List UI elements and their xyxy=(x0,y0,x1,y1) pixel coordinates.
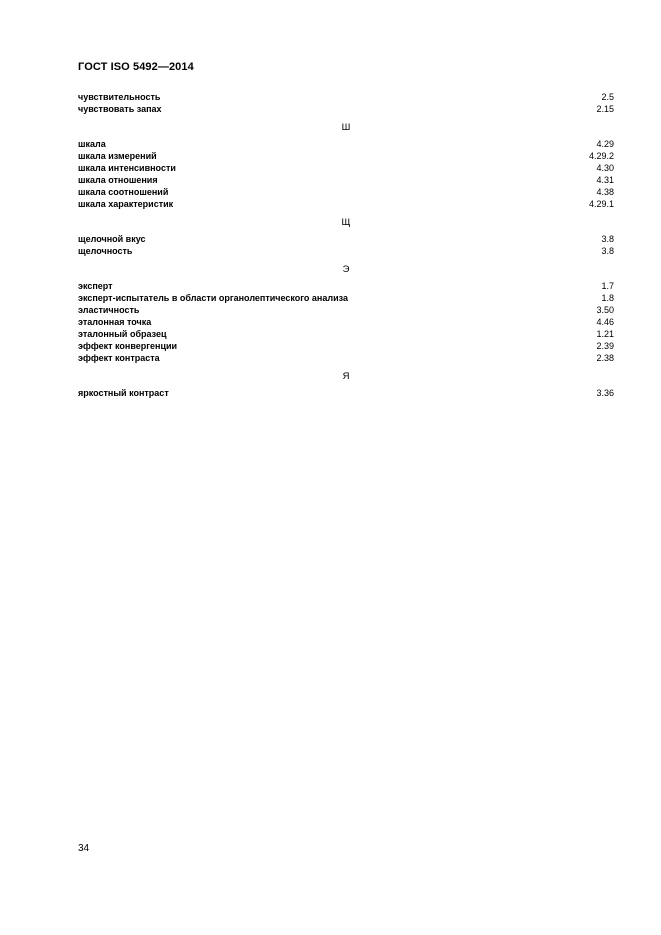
index-section-shcha xyxy=(78,217,614,257)
index-ref: 3.50 xyxy=(596,305,614,315)
index-section-e xyxy=(78,264,614,364)
index-ref: 2.38 xyxy=(596,353,614,363)
index-ref: 3.8 xyxy=(601,246,614,256)
index-entry xyxy=(78,162,614,174)
index-term: шкала интенсивности xyxy=(78,163,176,173)
index-term: эталонный образец xyxy=(78,329,167,339)
index-term: щелочной вкус xyxy=(78,234,146,244)
index-ref: 2.5 xyxy=(601,92,614,102)
index-term: яркостный контраст xyxy=(78,388,169,398)
index-entry xyxy=(78,103,614,115)
index-term: шкала измерений xyxy=(78,151,157,161)
index-entry xyxy=(78,245,614,257)
index-term: чувствовать запах xyxy=(78,104,162,114)
alphabetical-index xyxy=(78,91,614,399)
index-entry xyxy=(78,138,614,150)
index-ref: 4.38 xyxy=(596,187,614,197)
index-term: эффект конвергенции xyxy=(78,341,178,351)
index-entry xyxy=(78,198,614,210)
index-entry xyxy=(78,186,614,198)
index-term: эффект контраста xyxy=(78,353,160,363)
page-number: 34 xyxy=(78,843,90,854)
index-ref: 4.30 xyxy=(596,163,614,173)
index-term: эксперт-испытатель в области органолептического анализа xyxy=(78,293,348,303)
index-term: эталонная точка xyxy=(78,317,152,327)
index-term: шкала соотношений xyxy=(78,187,169,197)
index-term: чувствительность xyxy=(78,92,161,102)
index-ref: 4.31 xyxy=(596,175,614,185)
index-term: эксперт xyxy=(78,281,113,291)
index-ref: 3.8 xyxy=(601,234,614,244)
index-entry xyxy=(78,304,614,316)
index-entry xyxy=(78,340,614,352)
index-entry xyxy=(78,316,614,328)
index-ref: 4.29 xyxy=(596,139,614,149)
index-term: эластичность xyxy=(78,305,140,315)
index-term: шкала отношения xyxy=(78,175,158,185)
index-ref: 4.29.1 xyxy=(588,199,614,209)
index-entry xyxy=(78,91,614,103)
index-entry xyxy=(78,280,614,292)
index-section-continued xyxy=(78,91,614,115)
index-ref: 2.15 xyxy=(596,104,614,114)
index-ref: 1.8 xyxy=(601,293,614,303)
section-letter: Я xyxy=(342,371,350,382)
index-section-sha xyxy=(78,122,614,210)
index-entry xyxy=(78,174,614,186)
index-ref: 4.29.2 xyxy=(588,151,614,161)
document-header: ГОСТ ISO 5492—2014 xyxy=(78,61,194,73)
index-ref: 2.39 xyxy=(596,341,614,351)
section-letter: Э xyxy=(342,264,350,275)
index-ref: 1.21 xyxy=(596,329,614,339)
index-ref: 3.36 xyxy=(596,388,614,398)
index-entry xyxy=(78,292,614,304)
index-entry xyxy=(78,387,614,399)
index-term: щелочность xyxy=(78,246,133,256)
section-letter: Ш xyxy=(341,122,351,133)
index-ref: 4.46 xyxy=(596,317,614,327)
index-entry xyxy=(78,233,614,245)
index-section-ya xyxy=(78,371,614,399)
index-entry xyxy=(78,328,614,340)
section-letter: Щ xyxy=(341,217,351,228)
index-term: шкала характеристик xyxy=(78,199,174,209)
index-ref: 1.7 xyxy=(601,281,614,291)
index-entry xyxy=(78,352,614,364)
index-term: шкала xyxy=(78,139,106,149)
index-entry xyxy=(78,150,614,162)
